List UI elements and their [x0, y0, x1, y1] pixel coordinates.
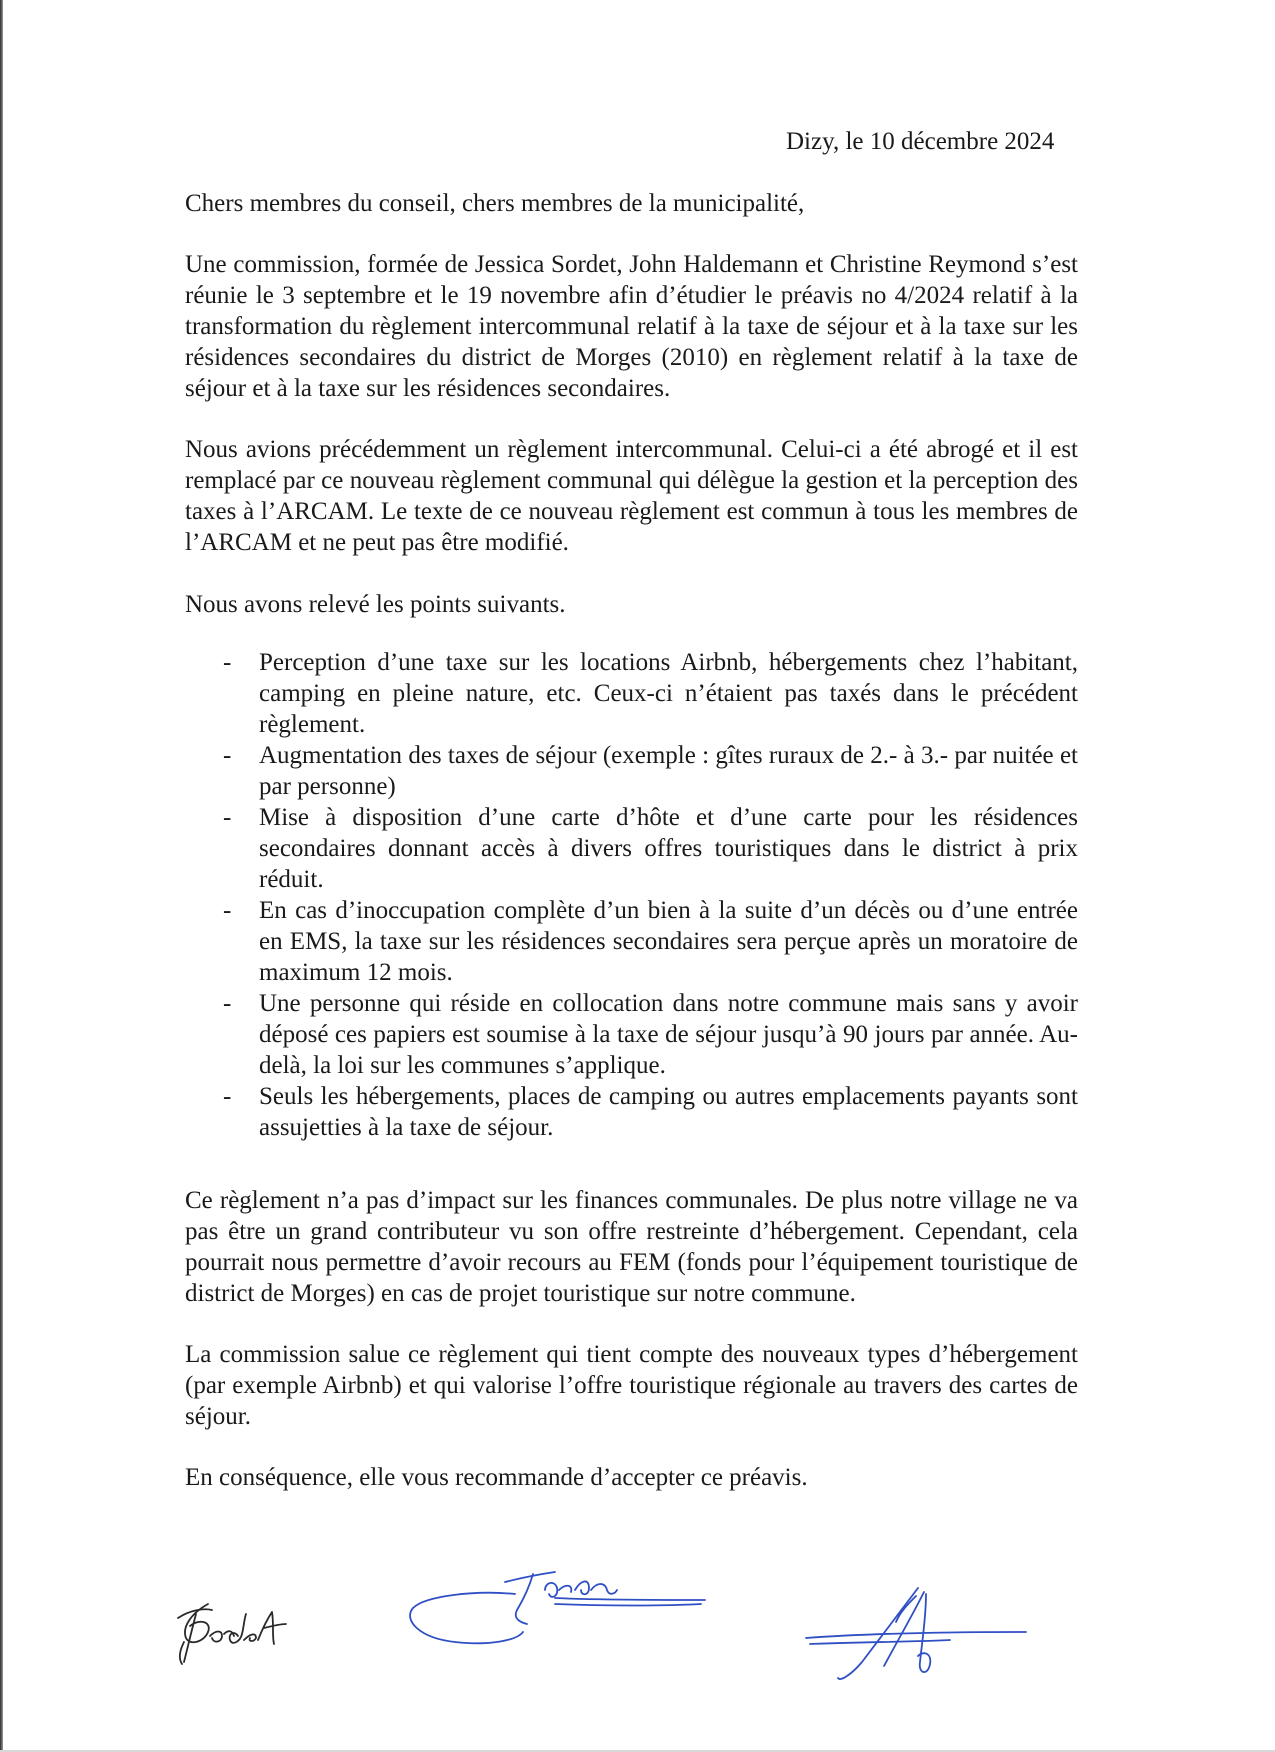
list-item-text: Une personne qui réside en collocation dans notre commune mais sans y avoir déposé ces papiers est soumise à la taxe de séjour jusqu’à 90 jours par année. Au-delà, la loi sur les communes s’applique.	[259, 990, 1078, 1079]
bullet-dash: -	[223, 990, 232, 1017]
signature-sordet	[168, 1584, 318, 1684]
signature-reymond	[800, 1582, 1030, 1692]
paragraph-recommendation: En conséquence, elle vous recommande d’accepter ce préavis.	[185, 1464, 808, 1491]
bullet-dash: -	[223, 649, 232, 676]
letter-date: Dizy, le 10 décembre 2024	[786, 128, 1055, 155]
list-item-text: Augmentation des taxes de séjour (exemple : gîtes ruraux de 2.- à 3.- par nuitée et par personne)	[259, 742, 1078, 800]
points-list	[185, 647, 1078, 1143]
list-item-text: Mise à disposition d’une carte d’hôte et d’une carte pour les résidences secondaires donnant accès à divers offres touristiques dans le district à prix réduit.	[259, 804, 1078, 893]
bullet-dash: -	[223, 1083, 232, 1110]
paragraph-commission-opinion: La commission salue ce règlement qui tient compte des nouveaux types d’hébergement (par exemple Airbnb) et qui valorise l’offre touristique régionale au travers des cartes de séjour.	[185, 1341, 1078, 1430]
signatures-area	[0, 1560, 1275, 1740]
list-item	[185, 647, 1078, 740]
list-item	[185, 988, 1078, 1081]
paragraph-finances: Ce règlement n’a pas d’impact sur les finances communales. De plus notre village ne va pas être un grand contributeur vu son offre restreinte d’hébergement. Cependant, cela pourrait nous permettre d’avoir recours au FEM (fonds pour l’équipement touristique de district de Morges) en cas de projet touristique sur notre commune.	[185, 1187, 1078, 1307]
list-item-text: En cas d’inoccupation complète d’un bien à la suite d’un décès ou d’une entrée en EMS, la taxe sur les résidences secondaires sera perçue après un moratoire de maximum 12 mois.	[259, 897, 1078, 986]
list-item	[185, 895, 1078, 988]
bullet-dash: -	[223, 804, 232, 831]
bullet-dash: -	[223, 742, 232, 769]
paragraph-points-intro: Nous avons relevé les points suivants.	[185, 591, 566, 618]
paragraph-previous-regulation: Nous avions précédemment un règlement intercommunal. Celui-ci a été abrogé et il est remplacé par ce nouveau règlement communal qui délègue la gestion et la perception des taxes à l’ARCAM. Le texte de ce nouveau règlement est commun à tous les membres de l’ARCAM et ne peut pas être modifié.	[185, 436, 1078, 556]
paragraph-commission: Une commission, formée de Jessica Sordet, John Haldemann et Christine Reymond s’est réunie le 3 septembre et le 19 novembre afin d’étudier le préavis no 4/2024 relatif à la transformation du règlement intercommunal relatif à la taxe de séjour et à la taxe sur les résidences secondaires du district de Morges (2010) en règlement relatif à la taxe de séjour et à la taxe sur les résidences secondaires.	[185, 251, 1078, 402]
list-item-text: Seuls les hébergements, places de camping ou autres emplacements payants sont assujetties à la taxe de séjour.	[259, 1083, 1078, 1141]
salutation: Chers membres du conseil, chers membres de la municipalité,	[185, 190, 805, 217]
list-item	[185, 740, 1078, 802]
list-item	[185, 1081, 1078, 1143]
signature-haldemann	[405, 1560, 715, 1670]
list-item-text: Perception d’une taxe sur les locations Airbnb, hébergements chez l’habitant, camping en pleine nature, etc. Ceux-ci n’étaient pas taxés dans le précédent règlement.	[259, 649, 1078, 738]
scan-edge-left	[0, 0, 3, 1752]
list-item	[185, 802, 1078, 895]
bullet-dash: -	[223, 897, 232, 924]
